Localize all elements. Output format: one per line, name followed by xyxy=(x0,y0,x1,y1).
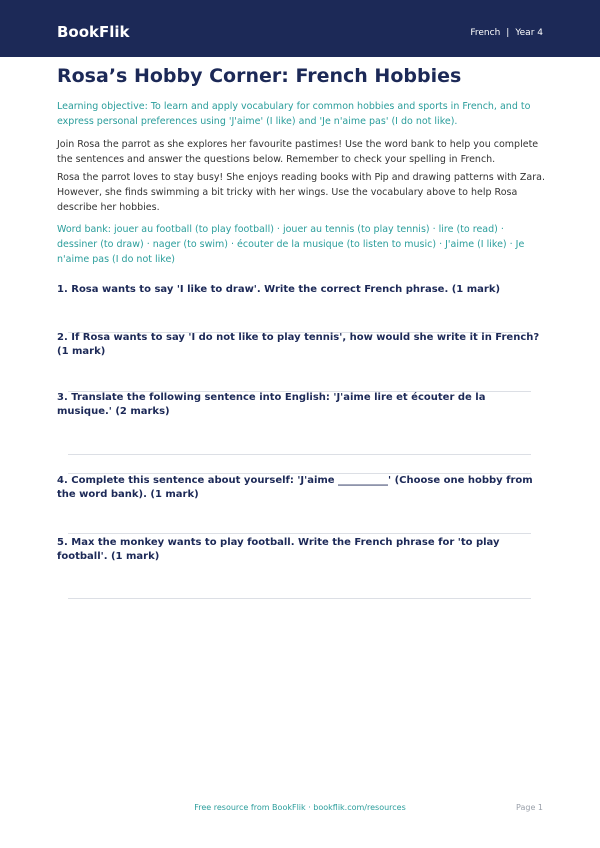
page-header xyxy=(0,0,600,57)
subject-year-label xyxy=(470,27,543,39)
story-paragraph: Rosa the parrot loves to stay busy! She enjoys reading books with Pip and drawing patterns with Zara. However, she finds swimming a bit tricky with her wings. Use the vocabulary above to help Rosa describe her hobbies. xyxy=(57,172,545,213)
question-3: 3. Translate the following sentence into English: 'J'aime lire et écouter de la musique.' (2 marks) xyxy=(57,392,486,417)
word-bank: Word bank: jouer au football (to play football) · jouer au tennis (to play tennis) · lire (to read) · dessiner (to draw) · nager (to swim) · écouter de la musique (to listen to music) · J'aime (I like) · Je n'aime pas (I do not like) xyxy=(57,224,525,265)
answer-line-3[interactable] xyxy=(68,454,531,455)
answer-line-5[interactable] xyxy=(68,533,531,534)
question-2: 2. If Rosa wants to say 'I do not like to play tennis', how would she write it in French? (1 mark) xyxy=(57,332,540,357)
footer-resource-link[interactable]: Free resource from BookFlik · bookflik.com/resources xyxy=(194,803,406,812)
subject-label: French xyxy=(470,28,501,38)
question-4: 4. Complete this sentence about yourself: 'J'aime __________' (Choose one hobby from the word bank). (1 mark) xyxy=(57,475,533,500)
page-title: Rosa’s Hobby Corner: French Hobbies xyxy=(57,65,462,87)
intro-paragraph: Join Rosa the parrot as she explores her favourite pastimes! Use the word bank to help you complete the sentences and answer the questions below. Remember to check your spelling in French. xyxy=(57,139,539,165)
question-5: 5. Max the monkey wants to play football. Write the French phrase for 'to play football'. (1 mark) xyxy=(57,537,500,562)
answer-line-6[interactable] xyxy=(68,598,531,599)
meta-separator: | xyxy=(506,28,510,38)
year-label: Year 4 xyxy=(515,28,543,38)
page-number: Page 1 xyxy=(516,803,543,812)
learning-objective: Learning objective: To learn and apply vocabulary for common hobbies and sports in French, and to express personal preferences using 'J'aime' (I like) and 'Je n'aime pas' (I do not like). xyxy=(57,101,531,127)
brand-logo-text: BookFlik xyxy=(57,23,130,41)
question-1: 1. Rosa wants to say 'I like to draw'. Write the correct French phrase. (1 mark) xyxy=(57,284,501,295)
